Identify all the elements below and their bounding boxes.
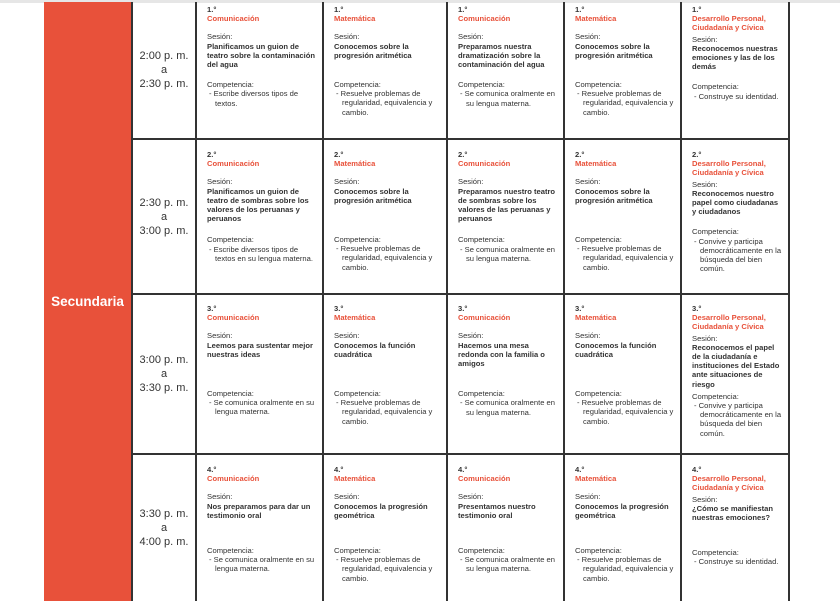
competence-label: Competencia: <box>207 546 254 556</box>
competence-label: Competencia: <box>575 546 622 556</box>
schedule-cell <box>324 455 448 601</box>
grade: 3.° <box>334 304 344 313</box>
competence-label: Competencia: <box>575 389 622 399</box>
competence-label: Competencia: <box>575 80 622 90</box>
session-label: Sesión: <box>575 177 601 187</box>
competence: - Resuelve problemas de regularidad, equivalencia y cambio. <box>577 555 674 583</box>
grade: 2.° <box>334 150 344 159</box>
schedule-cell <box>682 295 790 455</box>
competence: - Se comunica oralmente en su lengua materna. <box>460 398 555 417</box>
time-separator: a <box>160 64 168 76</box>
subject: Desarrollo Personal, Ciudadanía y Cívica <box>692 14 766 33</box>
grade: 4.° <box>575 465 585 474</box>
subject: Comunicación <box>207 159 260 169</box>
time-separator: a <box>160 522 168 534</box>
competence: - Resuelve problemas de regularidad, equivalencia y cambio. <box>336 89 433 117</box>
session-label: Sesión: <box>334 177 360 187</box>
subject: Comunicación <box>458 14 511 24</box>
session-title: Conocemos la función cuadrática <box>575 340 657 359</box>
subject: Matemática <box>575 474 617 484</box>
competence: - Convive y participa democráticamente en la búsqueda del bien común. <box>694 401 782 438</box>
subject: Matemática <box>334 14 376 24</box>
competence-label: Competencia: <box>207 80 254 90</box>
schedule-cell <box>682 140 790 295</box>
competence: - Resuelve problemas de regularidad, equivalencia y cambio. <box>336 398 433 426</box>
grade: 4.° <box>334 465 344 474</box>
session-label: Sesión: <box>458 331 484 341</box>
subject: Matemática <box>334 474 376 484</box>
competence-label: Competencia: <box>334 546 381 556</box>
schedule-cell <box>448 295 565 455</box>
session-title: Conocemos sobre la progresión aritmética <box>575 41 653 60</box>
schedule-cell <box>197 295 324 455</box>
session-title: Conocemos sobre la progresión aritmética <box>334 41 412 60</box>
subject: Comunicación <box>458 474 511 484</box>
schedule-cell <box>682 2 790 140</box>
session-label: Sesión: <box>207 331 233 341</box>
competence: - Resuelve problemas de regularidad, equivalencia y cambio. <box>336 555 433 583</box>
session-label: Sesión: <box>207 177 233 187</box>
session-label: Sesión: <box>334 32 360 42</box>
subject: Matemática <box>575 313 617 323</box>
level-label: Secundaria <box>44 2 133 601</box>
schedule-cell <box>565 295 682 455</box>
time-end: 3:30 p. m. <box>139 382 189 394</box>
grade: 1.° <box>334 5 344 14</box>
time-end: 3:00 p. m. <box>139 224 189 237</box>
competence: - Construye su identidad. <box>694 557 779 567</box>
session-title: Conocemos sobre la progresión aritmética <box>334 186 412 205</box>
subject: Matemática <box>575 14 617 24</box>
grade: 2.° <box>575 150 585 159</box>
schedule-cell <box>324 2 448 140</box>
session-label: Sesión: <box>207 492 233 502</box>
grade: 1.° <box>692 5 702 14</box>
grade: 2.° <box>458 150 468 159</box>
competence: - Se comunica oralmente en su lengua materna. <box>460 89 555 108</box>
competence-label: Competencia: <box>334 80 381 90</box>
competence: - Se comunica oralmente en su lengua materna. <box>460 244 555 263</box>
session-label: Sesión: <box>458 177 484 187</box>
competence: - Resuelve problemas de regularidad, equivalencia y cambio. <box>577 398 674 426</box>
competence: - Se comunica oralmente en su lengua materna. <box>209 398 315 417</box>
grade: 2.° <box>207 150 217 159</box>
competence-label: Competencia: <box>575 235 622 245</box>
competence: - Resuelve problemas de regularidad, equivalencia y cambio. <box>336 244 433 272</box>
time-slot <box>133 140 197 295</box>
session-label: Sesión: <box>692 333 718 343</box>
grade: 4.° <box>458 465 468 474</box>
time-start: 2:00 p. m. <box>139 50 189 62</box>
competence-label: Competencia: <box>334 235 381 245</box>
subject: Matemática <box>334 313 376 323</box>
session-label: Sesión: <box>458 32 484 42</box>
time-start: 3:30 p. m. <box>139 508 189 520</box>
competence-label: Competencia: <box>458 80 505 90</box>
competence: - Se comunica oralmente en su lengua materna. <box>209 555 315 574</box>
grade: 3.° <box>458 304 468 313</box>
subject: Comunicación <box>207 474 260 484</box>
competence-label: Competencia: <box>692 227 739 237</box>
subject: Comunicación <box>458 313 511 323</box>
competence: - Escribe diversos tipos de textos. <box>209 89 299 108</box>
competence-label: Competencia: <box>692 391 739 401</box>
subject: Comunicación <box>207 14 260 24</box>
competence: - Construye su identidad. <box>694 91 779 101</box>
session-label: Sesión: <box>692 179 718 189</box>
session-title: Conocemos sobre la progresión aritmética <box>575 186 653 205</box>
session-label: Sesión: <box>575 331 601 341</box>
competence-label: Competencia: <box>334 389 381 399</box>
time-end: 2:30 p. m. <box>139 78 189 90</box>
competence-label: Competencia: <box>458 235 505 245</box>
subject: Comunicación <box>207 313 260 323</box>
competence: - Resuelve problemas de regularidad, equivalencia y cambio. <box>577 89 674 117</box>
schedule-cell <box>197 2 324 140</box>
time-slot <box>133 455 197 601</box>
competence-label: Competencia: <box>692 82 739 92</box>
schedule-cell <box>448 2 565 140</box>
grade: 3.° <box>575 304 585 313</box>
session-title: Leemos para sustentar mejor nuestras ideas <box>207 340 313 359</box>
session-title: Preparamos nuestra dramatización sobre la contaminación del agua <box>458 41 545 70</box>
session-label: Sesión: <box>692 34 718 44</box>
subject: Matemática <box>575 159 617 169</box>
session-label: Sesión: <box>458 492 484 502</box>
time-slot <box>133 2 197 140</box>
subject: Matemática <box>334 159 376 169</box>
schedule-cell <box>565 455 682 601</box>
session-title: Planificamos un guion de teatro sobre la contaminación del agua <box>207 41 316 70</box>
schedule-table <box>44 2 790 601</box>
session-title: ¿Cómo se manifiestan nuestras emociones? <box>692 503 774 523</box>
competence: - Se comunica oralmente en su lengua materna. <box>460 555 555 574</box>
session-title: Hacemos una mesa redonda con la familia o amigos <box>458 340 545 369</box>
schedule-cell <box>197 140 324 295</box>
session-label: Sesión: <box>334 331 360 341</box>
schedule-cell <box>324 295 448 455</box>
schedule-cell <box>448 140 565 295</box>
time-slot <box>133 295 197 455</box>
grade: 4.° <box>692 465 702 474</box>
session-title: Conocemos la progresión geométrica <box>575 501 669 520</box>
subject: Desarrollo Personal, Ciudadanía y Cívica <box>692 159 766 178</box>
time-separator: a <box>160 368 168 380</box>
competence-label: Competencia: <box>207 389 254 399</box>
schedule-cell <box>565 140 682 295</box>
time-start: 2:30 p. m. <box>139 196 189 209</box>
session-title: Conocemos la progresión geométrica <box>334 501 428 520</box>
session-label: Sesión: <box>334 492 360 502</box>
schedule-cell <box>565 2 682 140</box>
session-title: Presentamos nuestro testimonio oral <box>458 501 536 520</box>
time-start: 3:00 p. m. <box>139 354 189 366</box>
schedule-cell <box>448 455 565 601</box>
session-label: Sesión: <box>575 32 601 42</box>
competence-label: Competencia: <box>207 235 254 245</box>
competence-label: Competencia: <box>692 548 739 558</box>
grade: 2.° <box>692 150 702 159</box>
session-title: Reconocemos el papel de la ciudadanía e instituciones del Estado ante situaciones de riesgo <box>692 342 780 389</box>
session-title: Reconocemos nuestro papel como ciudadanas y ciudadanos <box>692 188 779 217</box>
session-title: Conocemos la función cuadrática <box>334 340 416 359</box>
subject: Desarrollo Personal, Ciudadanía y Cívica <box>692 313 766 332</box>
grade: 3.° <box>207 304 217 313</box>
grade: 3.° <box>692 304 702 313</box>
schedule-cell <box>682 455 790 601</box>
time-separator: a <box>160 210 168 223</box>
session-title: Preparamos nuestro teatro de sombras sobre los valores de las peruanas y peruanos <box>458 186 556 224</box>
competence-label: Competencia: <box>458 546 505 556</box>
session-label: Sesión: <box>575 492 601 502</box>
session-label: Sesión: <box>692 494 718 504</box>
competence: - Resuelve problemas de regularidad, equivalencia y cambio. <box>577 244 674 272</box>
competence-label: Competencia: <box>458 389 505 399</box>
session-title: Nos preparamos para dar un testimonio oral <box>207 501 311 520</box>
subject: Desarrollo Personal, Ciudadanía y Cívica <box>692 474 766 493</box>
session-title: Planificamos un guion de teatro de sombras sobre los valores de los peruanas y peruanos <box>207 186 309 224</box>
grade: 1.° <box>458 5 468 14</box>
grade: 1.° <box>575 5 585 14</box>
schedule-cell <box>197 455 324 601</box>
competence: - Escribe diversos tipos de textos en su lengua materna. <box>209 244 313 263</box>
grade: 4.° <box>207 465 217 474</box>
time-end: 4:00 p. m. <box>139 536 189 548</box>
grade: 1.° <box>207 5 217 14</box>
session-label: Sesión: <box>207 32 233 42</box>
schedule-cell <box>324 140 448 295</box>
session-title: Reconocemos nuestras emociones y las de los demás <box>692 43 778 72</box>
competence: - Convive y participa democráticamente en la búsqueda del bien común. <box>694 236 782 274</box>
subject: Comunicación <box>458 159 511 169</box>
